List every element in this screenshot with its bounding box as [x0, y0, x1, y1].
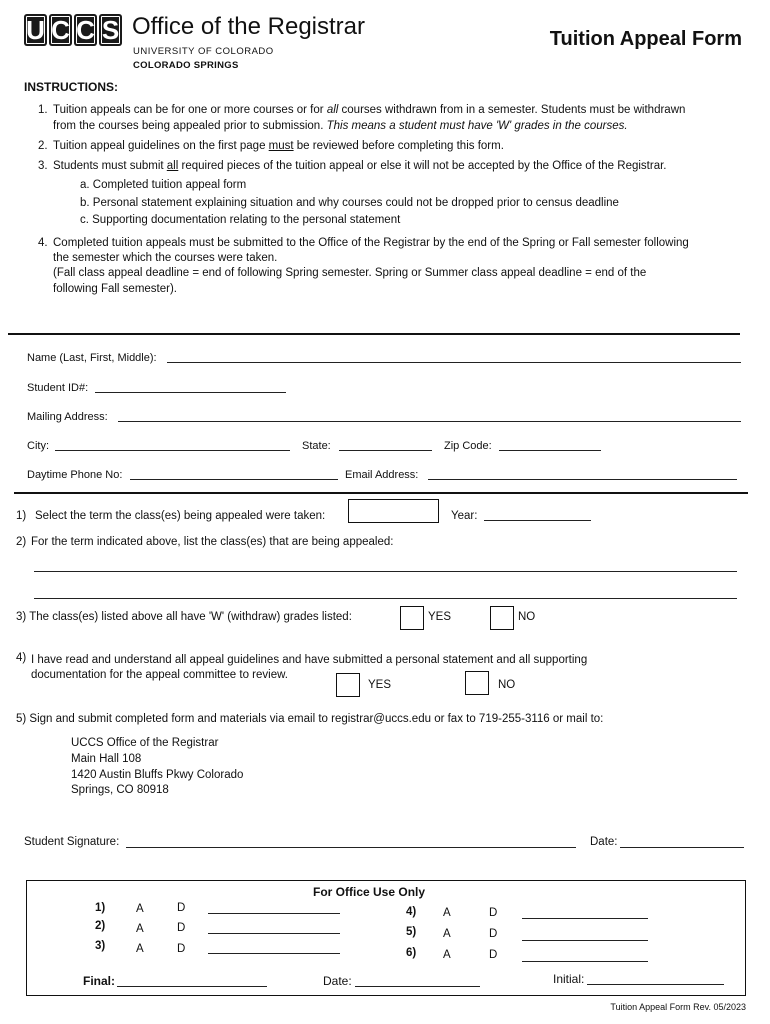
zip-field[interactable]	[499, 450, 601, 451]
office-row-number: 5)	[406, 926, 417, 938]
office-d: D	[177, 922, 186, 934]
office-d: D	[489, 928, 498, 940]
mail-address-line: Main Hall 108	[71, 753, 142, 765]
name-label: Name (Last, First, Middle):	[27, 352, 157, 364]
text: courses withdrawn from in a semester. Students must be withdrawn	[338, 104, 686, 116]
q4-no-label: NO	[498, 679, 516, 691]
instruction-3c: c. Supporting documentation relating to the personal statement	[80, 214, 401, 226]
mailing-address-field[interactable]	[118, 421, 741, 422]
zip-label: Zip Code:	[444, 440, 492, 452]
student-id-label: Student ID#:	[27, 382, 89, 394]
state-label: State:	[302, 440, 331, 452]
instruction-1-line-2	[53, 118, 628, 134]
classes-line-2[interactable]	[34, 598, 737, 599]
signature-date-label: Date:	[590, 836, 618, 848]
campus-name: COLORADO SPRINGS	[133, 60, 239, 71]
office-d: D	[489, 949, 498, 961]
q3-no-label: NO	[518, 611, 536, 623]
office-row-field[interactable]	[522, 918, 648, 919]
logo-letter: U	[24, 14, 47, 46]
text: required pieces of the tuition appeal or else it will not be accepted by the Office of the Registrar.	[178, 160, 667, 172]
year-field[interactable]	[484, 520, 591, 521]
q4-no-checkbox[interactable]	[465, 671, 489, 695]
instruction-4-line-2: the semester which the courses were taken.	[53, 252, 278, 264]
office-d: D	[177, 902, 186, 914]
mail-address-line: UCCS Office of the Registrar	[71, 737, 219, 749]
instruction-1-line-1	[53, 102, 685, 118]
initial-field[interactable]	[587, 984, 724, 985]
student-id-field[interactable]	[95, 392, 286, 393]
emphasis: all	[326, 104, 339, 116]
signature-date-field[interactable]	[620, 847, 744, 848]
instruction-4-line-3: (Fall class appeal deadline = end of following Spring semester. Spring or Summer class appeal deadline = end of the	[53, 267, 647, 279]
office-date-field[interactable]	[355, 986, 480, 987]
office-row-number: 2)	[95, 920, 106, 932]
q4-yes-checkbox[interactable]	[336, 673, 360, 697]
city-field[interactable]	[55, 450, 290, 451]
mailing-address-label: Mailing Address:	[27, 411, 108, 423]
footer-revision: Tuition Appeal Form Rev. 05/2023	[610, 1002, 746, 1012]
instruction-number: 1.	[38, 104, 48, 116]
question-4-line-2: documentation for the appeal committee to review.	[31, 669, 288, 681]
term-select-box[interactable]	[348, 499, 439, 523]
office-row-field[interactable]	[522, 940, 648, 941]
final-label: Final:	[83, 974, 115, 988]
office-a: A	[136, 923, 144, 935]
question-2-number: 2)	[16, 536, 27, 548]
office-a: A	[136, 943, 144, 955]
uccs-logo	[24, 14, 122, 46]
section-divider	[14, 492, 748, 494]
city-label: City:	[27, 440, 49, 452]
signature-field[interactable]	[126, 847, 576, 848]
question-1-number: 1)	[16, 510, 27, 522]
office-a: A	[443, 907, 451, 919]
q3-yes-label: YES	[428, 611, 452, 623]
question-4-number: 4)	[16, 652, 27, 664]
instructions-heading: INSTRUCTIONS:	[24, 80, 118, 94]
instruction-3a: a. Completed tuition appeal form	[80, 179, 247, 191]
text: from the courses being appealed prior to submission.	[53, 120, 327, 132]
university-name: UNIVERSITY OF COLORADO	[133, 46, 274, 57]
mail-address-line: 1420 Austin Bluffs Pkwy Colorado	[71, 769, 244, 781]
q4-yes-label: YES	[368, 679, 392, 691]
section-divider	[8, 333, 740, 335]
office-a: A	[443, 928, 451, 940]
office-d: D	[177, 943, 186, 955]
question-4-line-1: I have read and understand all appeal guidelines and have submitted a personal statement and all supporting	[31, 654, 588, 666]
classes-line-1[interactable]	[34, 571, 737, 572]
phone-label: Daytime Phone No:	[27, 469, 123, 481]
text: be reviewed before completing this form.	[293, 140, 504, 152]
signature-label: Student Signature:	[24, 836, 120, 848]
question-1-label: Select the term the class(es) being appealed were taken:	[35, 510, 326, 522]
office-row-field[interactable]	[522, 961, 648, 962]
instruction-4-line-4: following Fall semester).	[53, 283, 177, 295]
question-2-label: For the term indicated above, list the class(es) that are being appealed:	[31, 536, 394, 548]
emphasis: all	[166, 160, 179, 172]
instruction-number: 2.	[38, 140, 48, 152]
office-d: D	[489, 907, 498, 919]
office-row-number: 4)	[406, 906, 417, 918]
office-row-field[interactable]	[208, 933, 340, 934]
logo-letter: C	[49, 14, 72, 46]
initial-label: Initial:	[553, 972, 585, 986]
q3-no-checkbox[interactable]	[490, 606, 514, 630]
question-5-label: 5) Sign and submit completed form and materials via email to registrar@uccs.edu or fax to 719-255-3116 or mail to:	[16, 713, 604, 725]
logo-letter: C	[74, 14, 97, 46]
office-a: A	[136, 903, 144, 915]
text: Tuition appeal guidelines on the first page	[53, 140, 269, 152]
email-label: Email Address:	[345, 469, 419, 481]
instruction-2	[53, 138, 504, 154]
form-title: Tuition Appeal Form	[549, 28, 742, 50]
text: Tuition appeals can be for one or more courses or for	[53, 104, 327, 116]
emphasis: must	[268, 140, 294, 152]
email-field[interactable]	[428, 479, 737, 480]
name-field[interactable]	[167, 362, 741, 363]
year-label: Year:	[451, 510, 478, 522]
logo-letter: S	[99, 14, 122, 46]
question-3-label: 3) The class(es) listed above all have 'W' (withdraw) grades listed:	[16, 611, 352, 623]
office-a: A	[443, 949, 451, 961]
office-row-number: 3)	[95, 940, 106, 952]
text: Students must submit	[53, 160, 167, 172]
office-use-title: For Office Use Only	[313, 885, 426, 899]
instruction-4-line-1: Completed tuition appeals must be submitted to the Office of the Registrar by the end of the Spring or Fall semester following	[53, 237, 689, 249]
instruction-3b: b. Personal statement explaining situation and why courses could not be dropped prior to census deadline	[80, 197, 619, 209]
office-row-field[interactable]	[208, 953, 340, 954]
instruction-3	[53, 158, 666, 174]
instruction-number: 3.	[38, 160, 48, 172]
final-field[interactable]	[117, 986, 267, 987]
office-row-number: 6)	[406, 947, 417, 959]
office-row-number: 1)	[95, 902, 106, 914]
office-name: Office of the Registrar	[132, 13, 365, 40]
state-field[interactable]	[339, 450, 432, 451]
office-row-field[interactable]	[208, 913, 340, 914]
emphasis: This means a student must have 'W' grades in the courses.	[326, 120, 628, 132]
q3-yes-checkbox[interactable]	[400, 606, 424, 630]
instruction-number: 4.	[38, 237, 48, 249]
mail-address-line: Springs, CO 80918	[71, 784, 169, 796]
office-date-label: Date:	[323, 974, 352, 988]
phone-field[interactable]	[130, 479, 338, 480]
